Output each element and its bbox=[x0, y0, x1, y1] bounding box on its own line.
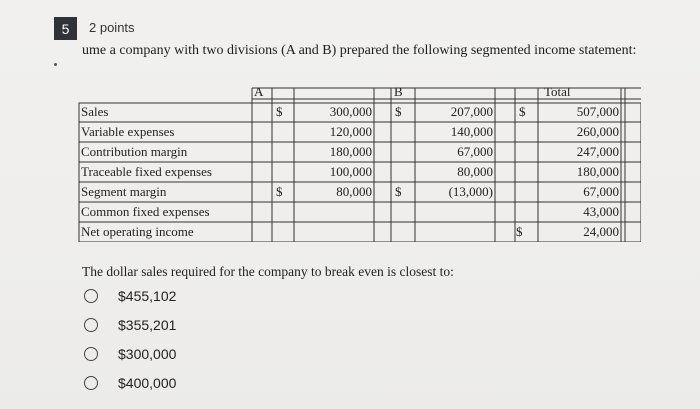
cell-a-variable: 120,000 bbox=[329, 124, 372, 139]
header-total: Total bbox=[544, 84, 571, 99]
cell-total-traceable: 180,000 bbox=[576, 164, 619, 179]
question-text: ume a company with two divisions (A and B) prepared the following segmented income statement: bbox=[82, 43, 637, 58]
cell-b-sales: 207,000 bbox=[450, 104, 493, 119]
cell-total-net-operating: 24,000 bbox=[583, 224, 619, 239]
header-division-b: B bbox=[394, 84, 403, 99]
answer-option-label: $355,201 bbox=[118, 317, 177, 333]
currency-a-sales: $ bbox=[276, 104, 283, 119]
radio-circle-icon[interactable] bbox=[84, 376, 98, 390]
radio-circle-icon[interactable] bbox=[84, 318, 98, 332]
income-statement-table bbox=[78, 85, 641, 242]
header-division-a: A bbox=[254, 84, 264, 99]
answer-option-4[interactable] bbox=[84, 375, 176, 391]
cell-b-variable: 140,000 bbox=[450, 124, 493, 139]
cell-b-traceable: 80,000 bbox=[457, 164, 493, 179]
currency-total-net: $ bbox=[516, 224, 523, 239]
radio-circle-icon[interactable] bbox=[84, 347, 98, 361]
currency-b-sales: $ bbox=[395, 104, 402, 119]
cell-total-segment: 67,000 bbox=[583, 184, 619, 199]
answer-option-3[interactable] bbox=[84, 346, 176, 362]
currency-a-segment: $ bbox=[276, 184, 283, 199]
question-number-badge: 5 bbox=[54, 17, 77, 40]
row-label-traceable-fixed: Traceable fixed expenses bbox=[81, 164, 212, 179]
answer-option-2[interactable] bbox=[84, 317, 176, 333]
cell-total-contribution: 247,000 bbox=[576, 144, 619, 159]
cell-b-segment: (13,000) bbox=[448, 184, 493, 199]
bullet-dot bbox=[54, 63, 57, 66]
question-points: 2 points bbox=[89, 20, 135, 35]
cell-a-contribution: 180,000 bbox=[329, 144, 372, 159]
cell-total-common-fixed: 43,000 bbox=[583, 204, 619, 219]
cell-a-traceable: 100,000 bbox=[329, 164, 372, 179]
row-label-common-fixed: Common fixed expenses bbox=[81, 204, 210, 219]
answer-option-1[interactable] bbox=[84, 288, 176, 304]
cell-b-contribution: 67,000 bbox=[457, 144, 493, 159]
answer-option-label: $300,000 bbox=[118, 346, 177, 362]
row-label-sales: Sales bbox=[81, 104, 109, 119]
currency-total-sales: $ bbox=[519, 104, 526, 119]
question-prompt: The dollar sales required for the company to break even is closest to: bbox=[82, 264, 454, 279]
cell-total-sales: 507,000 bbox=[576, 104, 619, 119]
cell-total-variable: 260,000 bbox=[576, 124, 619, 139]
currency-b-segment: $ bbox=[395, 184, 402, 199]
answer-option-label: $455,102 bbox=[118, 288, 177, 304]
row-label-segment-margin: Segment margin bbox=[81, 184, 167, 199]
row-label-contribution-margin: Contribution margin bbox=[81, 144, 188, 159]
cell-a-sales: 300,000 bbox=[329, 104, 372, 119]
answer-option-label: $400,000 bbox=[118, 375, 177, 391]
radio-circle-icon[interactable] bbox=[84, 289, 98, 303]
row-label-variable-expenses: Variable expenses bbox=[81, 124, 175, 139]
row-label-net-operating-income: Net operating income bbox=[81, 224, 194, 239]
cell-a-segment: 80,000 bbox=[336, 184, 372, 199]
